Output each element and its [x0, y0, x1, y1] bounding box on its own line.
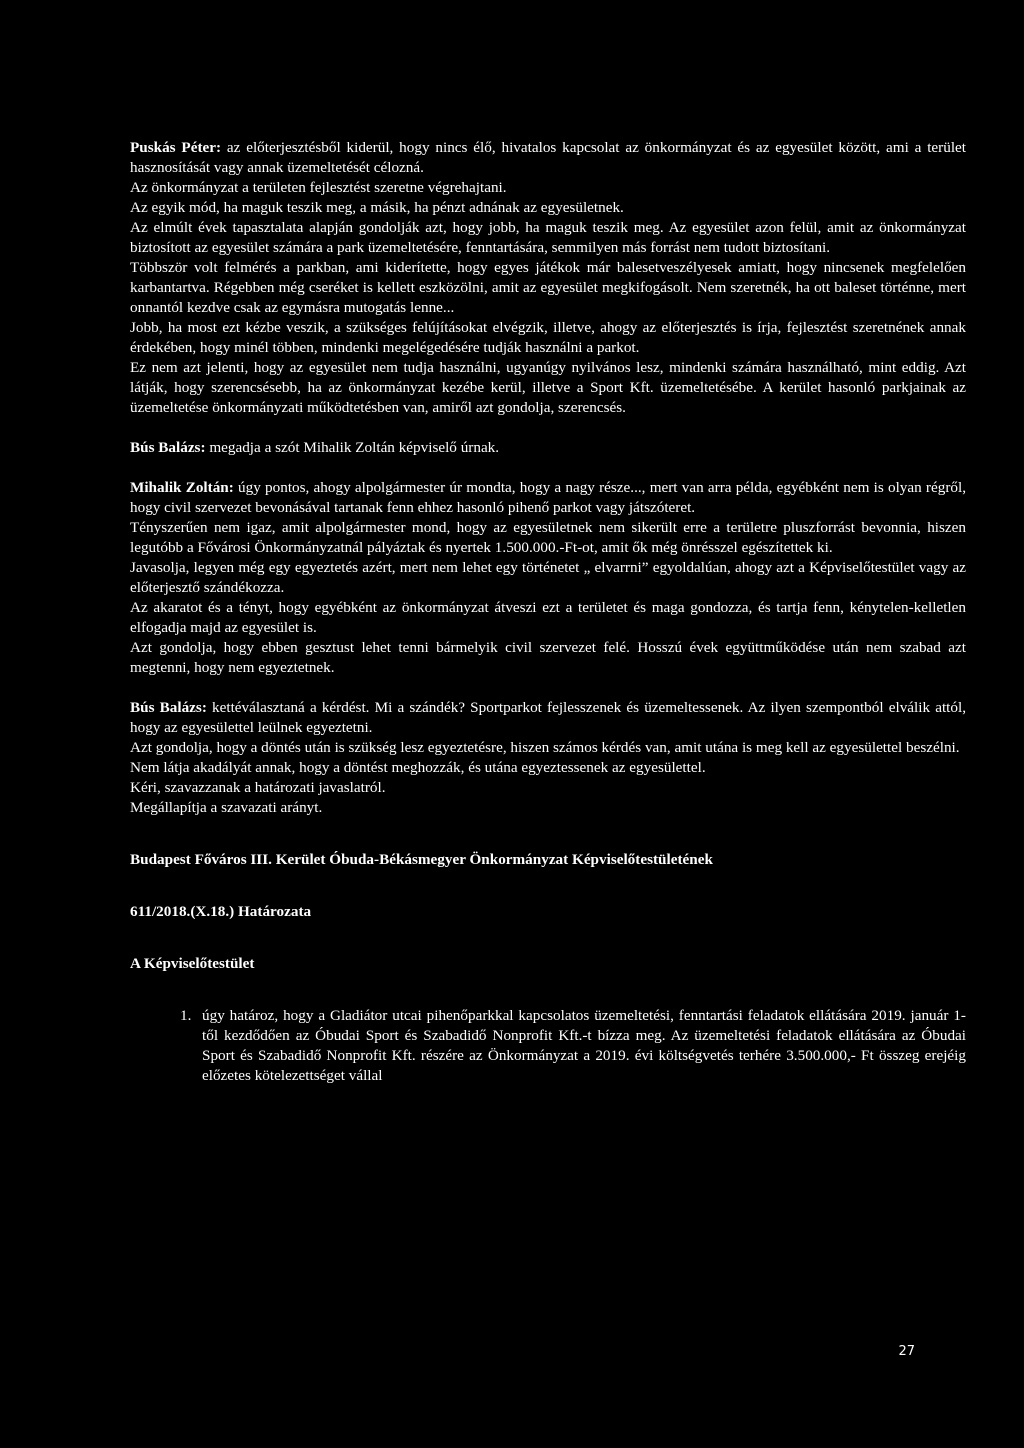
paragraph: Az önkormányzat a területen fejlesztést szeretne végrehajtani.: [130, 179, 507, 196]
paragraph: Az egyik mód, ha maguk teszik meg, a másik, ha pénzt adnának az egyesületnek.: [130, 199, 624, 216]
paragraph-text: megadja a szót Mihalik Zoltán képviselő úrnak.: [205, 439, 500, 456]
resolution-item: [180, 1006, 966, 1086]
speaker-name: Puskás Péter:: [130, 139, 222, 156]
paragraph: [130, 438, 966, 458]
paragraph: Azt gondolja, hogy a döntés után is szükség lesz egyeztetésre, hiszen számos kérdés van, amit utána is meg kell az egyesülettel beszélni.: [130, 739, 960, 756]
paragraph: Javasolja, legyen még egy egyeztetés azért, mert nem lehet egy történetet „ elvarrni” egyoldalúan, ahogy azt a Képviselőtestület vagy az előterjesztő szándékozza.: [130, 559, 966, 596]
paragraph: Megállapítja a szavazati arányt.: [130, 799, 323, 816]
resolution-item-list: [180, 1006, 966, 1086]
paragraph: Jobb, ha most ezt kézbe veszik, a szükséges felújításokat elvégzik, illetve, ahogy az előterjesztés is írja, fejlesztést szeretnének annak érdekében, hogy minél többen, mindenki megelégedésére tudják használni a parkot.: [130, 319, 966, 356]
minutes-text: [130, 138, 966, 1086]
speaker-name: Bús Balázs:: [130, 439, 206, 456]
paragraph: Tényszerűen nem igaz, amit alpolgármester mond, hogy az egyesületnek nem sikerült erre a területre pluszforrást bevonnia, hiszen legutóbb a Fővárosi Önkormányzatnál pályáztak és nyertek 1.500.000.-Ft-ot, amit ők még önrésszel egészítettek ki.: [130, 519, 966, 556]
paragraph-text: kettéválasztaná a kérdést. Mi a szándék? Sportparkot fejlesszenek és üzemeltessenek. Az ilyen szempontból elválik attól, hogy az egyesülettel leülnek egyeztetni.: [130, 699, 966, 736]
resolution-body-heading: Budapest Főváros III. Kerület Óbuda-Békásmegyer Önkormányzat Képviselőtestületének: [130, 851, 713, 868]
paragraph: [130, 698, 966, 738]
resolution-item-text: úgy határoz, hogy a Gladiátor utcai pihenőparkkal kapcsolatos üzemeltetési, fenntartási feladatok ellátására 2019. január 1-től kezdődően az Óbudai Sport és Szabadidő Nonprofit Kft.-t bízza meg. Az üzemeltetési feladatok ellátására az Óbudai Sport és Szabadidő Nonprofit Kft. részére az Önkormányzat a 2019. évi költségvetés terhére 3.500.000,- Ft összeg erejéig előzetes kötelezettséget vállal: [202, 1007, 966, 1084]
resolution-number-heading: 611/2018.(X.18.) Határozata: [130, 903, 312, 920]
speaker-name: Bús Balázs:: [130, 699, 207, 716]
resolution-item-number: 1.: [180, 1007, 192, 1024]
resolution-subject-heading: A Képviselőtestület: [130, 955, 255, 972]
speaker-name: Mihalik Zoltán:: [130, 479, 234, 496]
paragraph: Kéri, szavazzanak a határozati javaslatról.: [130, 779, 386, 796]
paragraph-text: úgy pontos, ahogy alpolgármester úr mondta, hogy a nagy része..., mert van arra példa, egyébként nem is olyan régről, hogy civil szervezet bevonásával tartanak fenn ehhez hasonló pihenő parkot vagy játszóteret.: [130, 479, 966, 516]
paragraph: Az akaratot és a tényt, hogy egyébként az önkormányzat átveszi ezt a területet és maga gondozza, és tartja fenn, kénytelen-kelletlen elfogadja majd az egyesület is.: [130, 599, 966, 636]
paragraph: Többször volt felmérés a parkban, ami kiderítette, hogy egyes játékok már balesetveszélyesek amiatt, hogy nincsenek megfelelően karbantartva. Régebben még cseréket is kellett eszközölni, amit az egyesület megkifogásolt. Nem szeretnék, ha ott baleset történne, mert onnantól kezdve csak az egymásra mutogatás lenne...: [130, 259, 966, 316]
paragraph: [130, 478, 966, 518]
paragraph: Nem látja akadályát annak, hogy a döntést meghozzák, és utána egyeztessenek az egyesülettel.: [130, 759, 706, 776]
paragraph: Az elmúlt évek tapasztalata alapján gondolják azt, hogy jobb, ha maguk teszik meg. Az egyesület azon felül, amit az önkormányzat biztosított az egyesület számára a park üzemeltetésére, fenntartására, semmilyen más forrást nem tudott biztosítani.: [130, 219, 966, 256]
paragraph-text: az előterjesztésből kiderül, hogy nincs élő, hivatalos kapcsolat az önkormányzat és az egyesület között, ami a terület hasznosítását vagy annak üzemeltetését célozná.: [130, 139, 967, 176]
paragraph: Ez nem azt jelenti, hogy az egyesület nem tudja használni, ugyanúgy nyilvános lesz, mindenki számára használható, mint eddig. Azt látják, hogy szerencsésebb, ha az önkormányzat kezébe kerül, illetve a Sport Kft. üzemeltetésébe. A kerület hasonló parkjainak az üzemeltetése önkormányzati működtetésben van, amiről azt gondolja, szerencsés.: [130, 359, 966, 416]
paragraph: Azt gondolja, hogy ebben gesztust lehet tenni bármelyik civil szervezet felé. Hosszú évek együttműködése után nem szabad azt megtenni, hogy nem egyeztetnek.: [130, 639, 966, 676]
paragraph: [130, 138, 966, 178]
page-number: 27: [898, 1344, 915, 1359]
